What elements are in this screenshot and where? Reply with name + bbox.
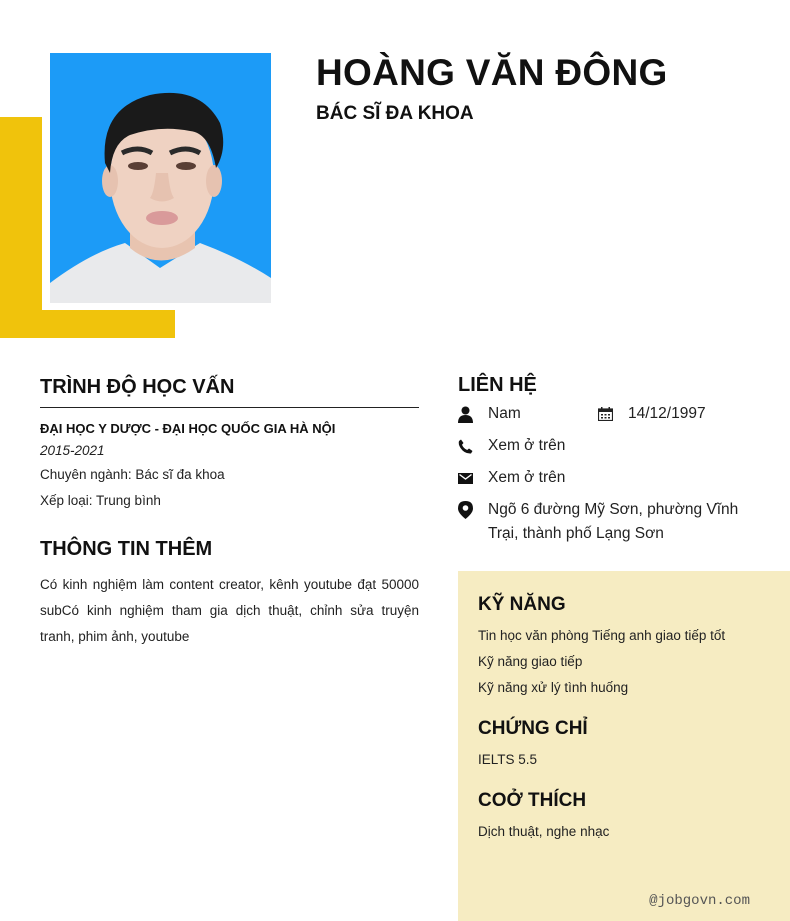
phone-icon: [458, 434, 488, 458]
hobby-item: Dịch thuật, nghe nhạc: [478, 824, 610, 839]
skill-item: Kỹ năng giao tiếp: [478, 654, 583, 669]
hobbies-title: COỞ THÍCH: [478, 790, 587, 811]
skill-item: Tin học văn phòng Tiếng anh giao tiếp tốt: [478, 628, 726, 643]
skill-item: Kỹ năng xử lý tình huống: [478, 680, 629, 695]
education-major: Chuyên ngành: Bác sĩ đa khoa: [40, 467, 225, 482]
extra-info-text: Có kinh nghiệm làm content creator, kênh youtube đạt 50000 subCó kinh nghiệm tham gia dịch thuật, chỉnh sửa truyện tranh, phim ảnh, youtube: [40, 577, 419, 644]
mail-icon: [458, 466, 488, 490]
contact-address: Ngõ 6 đường Mỹ Sơn, phường Vĩnh Trại, thành phố Lạng Sơn: [488, 501, 739, 542]
user-icon: [458, 402, 488, 426]
education-school: ĐẠI HỌC Y DƯỢC - ĐẠI HỌC QUỐC GIA HÀ NỘI: [40, 421, 336, 436]
education-years: 2015-2021: [40, 443, 105, 458]
education-divider: [40, 407, 419, 408]
watermark: @jobgovn.com: [649, 893, 750, 909]
candidate-name: HOÀNG VĂN ĐÔNG: [316, 52, 668, 93]
skills-panel: [458, 571, 790, 921]
left-column: [40, 374, 419, 650]
education-title: TRÌNH ĐỘ HỌC VẤN: [40, 376, 235, 398]
contact-title: LIÊN HỆ: [458, 374, 537, 396]
contact-birthdate: 14/12/1997: [628, 405, 706, 422]
extra-info-title: THÔNG TIN THÊM: [40, 538, 213, 560]
job-title: BÁC SĨ ĐA KHOA: [316, 103, 474, 124]
contact-gender-birthdate-row: [458, 402, 748, 426]
contact-phone: Xem ở trên: [488, 437, 566, 454]
calendar-icon: [598, 402, 628, 426]
certificates-title: CHỨNG CHỈ: [478, 718, 588, 739]
accent-bar-vertical: [0, 117, 42, 338]
contact-email: Xem ở trên: [488, 469, 566, 486]
skills-title: KỸ NĂNG: [478, 594, 566, 615]
accent-bar-horizontal: [0, 310, 175, 338]
location-pin-icon: [458, 498, 488, 522]
education-grade: Xếp loại: Trung bình: [40, 493, 161, 508]
certificate-item: IELTS 5.5: [478, 752, 538, 767]
contact-phone-row: [458, 434, 748, 458]
contact-email-row: [458, 466, 748, 490]
contact-gender: Nam: [488, 405, 521, 422]
profile-photo: [50, 53, 271, 303]
contact-address-row: [458, 498, 748, 546]
contact-section: [458, 372, 748, 546]
